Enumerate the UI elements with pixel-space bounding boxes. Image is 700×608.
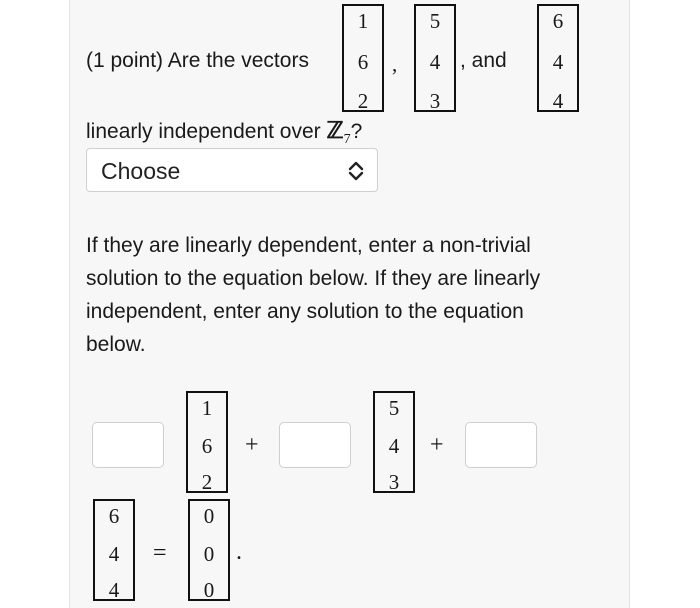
question-mark: ? bbox=[350, 120, 363, 143]
question-vector-1 bbox=[342, 4, 384, 112]
vector-entry: 0 bbox=[203, 504, 215, 528]
vector-entry: 3 bbox=[388, 470, 400, 494]
field-subscript: 7 bbox=[343, 132, 351, 148]
vector-entry: 0 bbox=[203, 578, 215, 602]
instruction-line: solution to the equation below. If they are linearly bbox=[86, 267, 541, 290]
vector-entry: 4 bbox=[552, 89, 564, 113]
vector-entry: 3 bbox=[429, 89, 441, 113]
vector-entry: 1 bbox=[357, 9, 369, 33]
vector-entry: 4 bbox=[108, 542, 120, 566]
question-vector-2 bbox=[414, 4, 456, 112]
coefficient-input-2[interactable] bbox=[279, 422, 351, 468]
chevron-up-down-icon bbox=[347, 160, 365, 182]
instruction-line: independent, enter any solution to the equation bbox=[86, 300, 524, 323]
vector-entry: 5 bbox=[429, 9, 441, 33]
vector-entry: 6 bbox=[357, 50, 369, 74]
vector-entry: 6 bbox=[552, 9, 564, 33]
instructions bbox=[86, 229, 606, 361]
vector-entry: 4 bbox=[429, 50, 441, 74]
zero-vector bbox=[188, 499, 230, 601]
equation-vector-3 bbox=[93, 499, 135, 601]
vector-entry: 2 bbox=[201, 470, 213, 494]
vector-entry: 1 bbox=[201, 396, 213, 420]
equation-period: . bbox=[236, 539, 242, 565]
field-symbol: ℤ bbox=[326, 118, 344, 143]
independence-select[interactable] bbox=[86, 148, 378, 192]
question-line2-text: linearly independent over bbox=[86, 120, 321, 143]
vector-separator-comma: , bbox=[392, 52, 398, 76]
plus-sign: + bbox=[430, 432, 444, 458]
question-and: , and bbox=[460, 49, 507, 72]
vector-entry: 0 bbox=[203, 542, 215, 566]
vector-entry: 6 bbox=[201, 434, 213, 458]
vector-entry: 4 bbox=[388, 434, 400, 458]
vector-entry: 6 bbox=[108, 504, 120, 528]
select-value: Choose bbox=[101, 158, 181, 184]
vector-entry: 5 bbox=[388, 396, 400, 420]
equation-vector-1 bbox=[186, 391, 228, 493]
vector-entry: 4 bbox=[552, 50, 564, 74]
vector-entry: 4 bbox=[108, 578, 120, 602]
instruction-line: If they are linearly dependent, enter a non-trivial bbox=[86, 234, 531, 257]
equation-vector-2 bbox=[373, 391, 415, 493]
coefficient-input-1[interactable] bbox=[92, 422, 164, 468]
vector-entry: 2 bbox=[357, 89, 369, 113]
question-vector-3 bbox=[537, 4, 579, 112]
equals-sign: = bbox=[153, 540, 167, 566]
question-prefix: (1 point) Are the vectors bbox=[86, 49, 309, 72]
plus-sign: + bbox=[245, 432, 259, 458]
coefficient-input-3[interactable] bbox=[465, 422, 537, 468]
instruction-line: below. bbox=[86, 333, 146, 356]
